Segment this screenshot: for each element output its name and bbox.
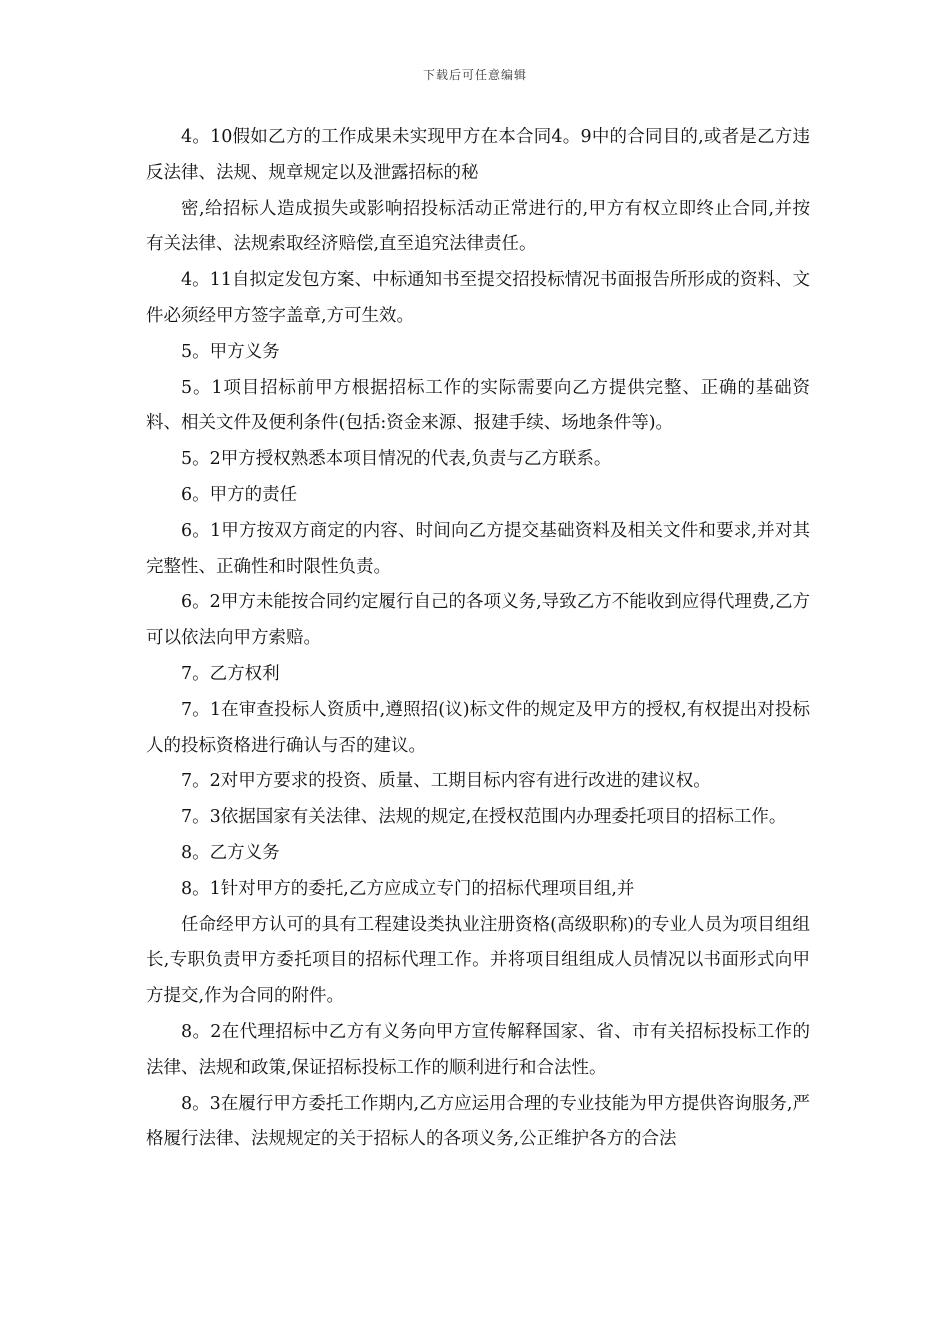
paragraph: 8。1针对甲方的委托,乙方应成立专门的招标代理项目组,并 xyxy=(181,878,635,899)
paragraph: 密,给招标人造成损失或影响招投标活动正常进行的,甲方有权立即终止合同,并按有关法律、法规索取经济赔偿,直至追究法律责任。 xyxy=(146,198,810,255)
paragraph: 7。1在审查投标人资质中,遵照招(议)标文件的规定及甲方的授权,有权提出对投标人的投标资格进行确认与否的建议。 xyxy=(146,699,810,756)
document-body xyxy=(146,120,810,1158)
paragraph: 8。3在履行甲方委托工作期内,乙方应运用合理的专业技能为甲方提供咨询服务,严格履行法律、法规规定的关于招标人的各项义务,公正维护各方的合法 xyxy=(146,1093,810,1150)
section-heading: 7。乙方权利 xyxy=(181,663,280,684)
paragraph: 任命经甲方认可的具有工程建设类执业注册资格(高级职称)的专业人员为项目组组长,专职负责甲方委托项目的招标代理工作。并将项目组组成人员情况以书面形式向甲方提交,作为合同的附件。 xyxy=(146,914,810,1007)
paragraph: 8。2在代理招标中乙方有义务向甲方宣传解释国家、省、市有关招标投标工作的法律、法规和政策,保证招标投标工作的顺利进行和合法性。 xyxy=(146,1021,810,1078)
paragraph: 6。2甲方未能按合同约定履行自己的各项义务,导致乙方不能收到应得代理费,乙方可以依法向甲方索赔。 xyxy=(146,592,810,649)
paragraph: 7。3依据国家有关法律、法规的规定,在授权范围内办理委托项目的招标工作。 xyxy=(181,807,787,828)
paragraph: 6。1甲方按双方商定的内容、时间向乙方提交基础资料及相关文件和要求,并对其完整性、正确性和时限性负责。 xyxy=(146,520,810,577)
paragraph: 7。2对甲方要求的投资、质量、工期目标内容有进行改进的建议权。 xyxy=(181,771,711,792)
section-heading: 8。乙方义务 xyxy=(181,842,280,863)
paragraph: 4。11自拟定发包方案、中标通知书至提交招投标情况书面报告所形成的资料、文件必须经甲方签字盖章,方可生效。 xyxy=(146,270,810,326)
page-header: 下载后可任意编辑 xyxy=(422,68,527,82)
paragraph: 5。2甲方授权熟悉本项目情况的代表,负责与乙方联系。 xyxy=(181,449,612,470)
paragraph: 4。10假如乙方的工作成果未实现甲方在本合同4。9中的合同目的,或者是乙方违反法律、法规、规章规定以及泄露招标的秘 xyxy=(146,127,810,183)
section-heading: 6。甲方的责任 xyxy=(181,484,298,505)
paragraph: 5。1项目招标前甲方根据招标工作的实际需要向乙方提供完整、正确的基础资料、相关文件及便利条件(包括:资金来源、报建手续、场地条件等)。 xyxy=(146,377,810,434)
section-heading: 5。甲方义务 xyxy=(181,341,280,362)
